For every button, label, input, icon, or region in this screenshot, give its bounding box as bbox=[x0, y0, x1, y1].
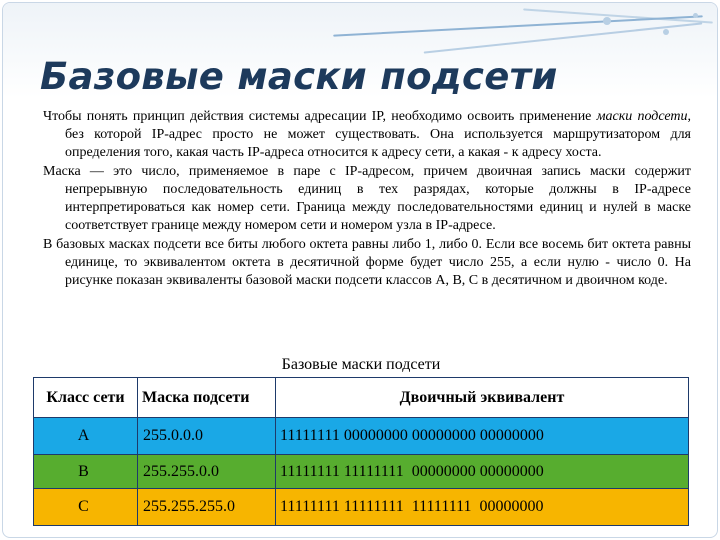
header-binary: Двоичный эквивалент bbox=[276, 378, 689, 418]
header-mask: Маска подсети bbox=[138, 378, 276, 418]
paragraph-base-masks bbox=[43, 236, 691, 290]
cell-binary: 11111111 00000000 00000000 00000000 bbox=[276, 418, 689, 455]
table-caption: Базовые маски подсети bbox=[281, 356, 441, 373]
slide bbox=[2, 2, 718, 538]
decorative-dot bbox=[693, 13, 698, 18]
table-row-class-a bbox=[34, 418, 689, 455]
table-header-row bbox=[34, 378, 689, 418]
paragraph-text: Чтобы понять принцип действия системы адресации IP, необходимо освоить применение bbox=[43, 109, 597, 124]
paragraph-subnet-mask-intro bbox=[43, 108, 691, 162]
cell-class: С bbox=[34, 489, 138, 526]
decorative-dot bbox=[663, 29, 669, 35]
decorative-dot bbox=[603, 17, 611, 25]
paragraph-text: , без которой IP-адрес просто не может существовать. Она используется маршрутизатором для определения того, какая часть IP-адреса относится к адресу сети, а какая - к адресу хоста. bbox=[65, 109, 692, 160]
cell-mask: 255.255.0.0 bbox=[138, 455, 276, 489]
table-row-class-c bbox=[34, 489, 689, 526]
paragraph-text: Маска — это число, применяемое в паре с IP-адресом, причем двоичная запись маски содержит непрерывную последовательность единиц в тех разрядах, которые должны в IP-адресе интерпретироваться как номер сети. Граница между последовательностями единиц и нулей в маске соответствует границе между номером сети и номером узла в IP-адресе. bbox=[43, 164, 691, 233]
header-class: Класс сети bbox=[34, 378, 138, 418]
table-row-class-b bbox=[34, 455, 689, 489]
cell-class: В bbox=[34, 455, 138, 489]
slide-title: Базовые маски подсети bbox=[40, 55, 558, 98]
cell-binary: 11111111 11111111 11111111 00000000 bbox=[276, 489, 689, 526]
paragraph-mask-definition bbox=[43, 163, 691, 235]
body-text bbox=[43, 108, 691, 291]
cell-mask: 255.255.255.0 bbox=[138, 489, 276, 526]
cell-mask: 255.0.0.0 bbox=[138, 418, 276, 455]
paragraph-text: В базовых масках подсети все биты любого октета равны либо 1, либо 0. Если все восемь бит октета равны единице, то эквивалентом октета в десятичной форме будет число 255, а если нулю - число 0. На рисунке показан эквиваленты базовой маски подсети классов А, В, С в десятичном и двоичном коде. bbox=[43, 237, 691, 288]
cell-binary: 11111111 11111111 00000000 00000000 bbox=[276, 455, 689, 489]
paragraph-emphasis: маски подсети bbox=[596, 109, 688, 124]
cell-class: А bbox=[34, 418, 138, 455]
subnet-mask-table bbox=[33, 377, 689, 526]
